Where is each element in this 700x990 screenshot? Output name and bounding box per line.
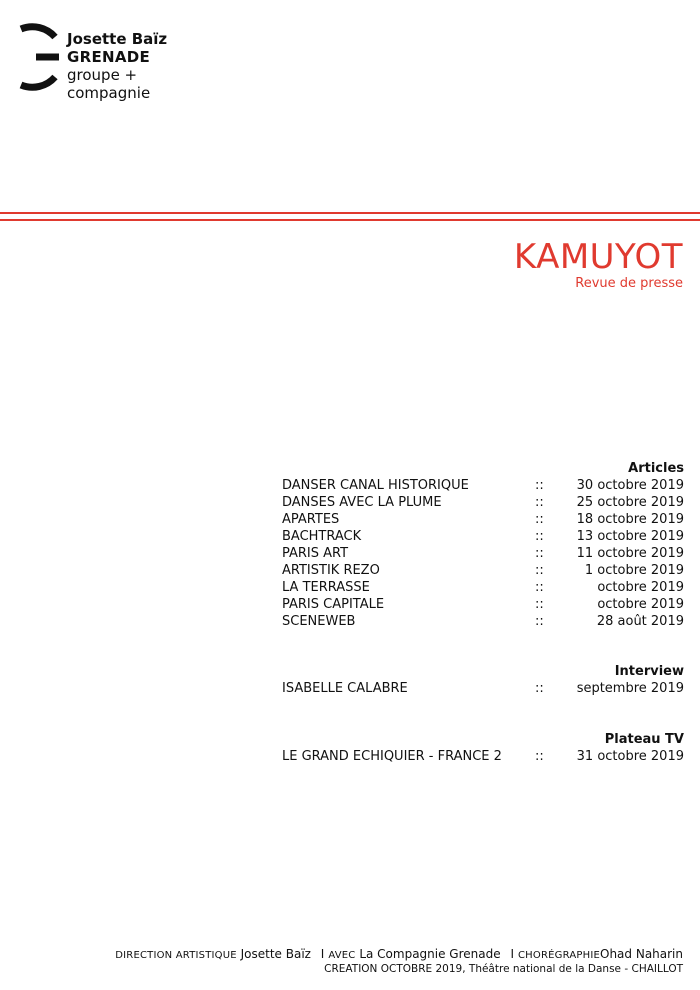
interview-section: [282, 663, 684, 697]
publication-date: 30 octobre 2019: [576, 478, 684, 493]
separator: ::: [535, 749, 544, 764]
section-heading-interview: Interview: [614, 664, 684, 679]
list-item: [282, 613, 684, 630]
articles-list: [282, 477, 684, 630]
publication-date: 1 octobre 2019: [584, 563, 684, 578]
list-item: [282, 494, 684, 511]
publication-date: 25 octobre 2019: [576, 495, 684, 510]
publication-name: PARIS ART: [282, 546, 349, 561]
section-heading-articles: Articles: [628, 461, 684, 476]
separator: ::: [535, 529, 544, 544]
publication-date: octobre 2019: [597, 597, 684, 612]
list-item: [282, 545, 684, 562]
company-logo: [15, 15, 215, 105]
articles-section: [282, 460, 684, 630]
plateau-tv-list: [282, 748, 684, 765]
publication-name: LA TERRASSE: [282, 580, 370, 595]
list-item: [282, 477, 684, 494]
publication-date: 11 octobre 2019: [576, 546, 684, 561]
section-heading-plateau-tv: Plateau TV: [604, 732, 684, 747]
publication-date: septembre 2019: [576, 681, 684, 696]
grenade-logo-mark-icon: [15, 15, 59, 99]
publication-date: 13 octobre 2019: [576, 529, 684, 544]
publication-name: PARIS CAPITALE: [282, 597, 385, 612]
publication-date: 18 octobre 2019: [576, 512, 684, 527]
publication-date: octobre 2019: [597, 580, 684, 595]
publication-name: APARTES: [282, 512, 340, 527]
logo-company: GRENADE: [67, 48, 151, 66]
document-subtitle: Revue de presse: [575, 276, 683, 291]
logo-text: [67, 30, 215, 102]
publication-name: SCENEWEB: [282, 614, 356, 629]
logo-tagline: groupe + compagnie: [67, 66, 151, 102]
publication-name: ARTISTIK REZO: [282, 563, 380, 578]
publication-date: 31 octobre 2019: [576, 749, 684, 764]
footer-direction-label: DIRECTION ARTISTIQUE: [115, 950, 237, 961]
publication-name: DANSER CANAL HISTORIQUE: [282, 478, 469, 493]
separator: ::: [535, 563, 544, 578]
plateau-tv-section: [282, 731, 684, 765]
publication-date: 28 août 2019: [596, 614, 684, 629]
footer-creation-label: CREATION OCTOBRE 2019,: [324, 963, 466, 975]
footer-separator: I: [320, 947, 325, 961]
footer-creation-venue: Théâtre national de la Danse - CHAILLOT: [468, 963, 683, 975]
header-rule-top: [0, 212, 700, 214]
separator: ::: [535, 478, 544, 493]
publication-name: DANSES AVEC LA PLUME: [282, 495, 442, 510]
separator: ::: [535, 614, 544, 629]
separator: ::: [535, 512, 544, 527]
logo-name: Josette Baïz: [67, 30, 168, 48]
list-item: [282, 562, 684, 579]
separator: ::: [535, 546, 544, 561]
interview-list: [282, 680, 684, 697]
footer-avec-name: La Compagnie Grenade: [359, 947, 501, 961]
list-item: [282, 579, 684, 596]
footer-separator: I: [510, 947, 514, 961]
list-item: [282, 748, 684, 765]
separator: ::: [535, 580, 544, 595]
list-item: [282, 596, 684, 613]
list-item: [282, 511, 684, 528]
document-title-block: [514, 238, 683, 291]
separator: ::: [535, 495, 544, 510]
list-item: [282, 528, 684, 545]
footer-creation: [324, 962, 683, 976]
list-item: [282, 680, 684, 697]
publication-name: BACHTRACK: [282, 529, 362, 544]
publication-name: LE GRAND ECHIQUIER - FRANCE 2: [282, 749, 502, 764]
footer-direction-name: Josette Baïz: [240, 947, 311, 961]
footer-choreo-name: Ohad Naharin: [600, 947, 683, 961]
footer-avec-label: AVEC: [328, 950, 356, 961]
footer-choreo-label: CHORÉGRAPHIE: [518, 950, 600, 961]
separator: ::: [535, 681, 544, 696]
header-rule-bottom: [0, 219, 700, 221]
publication-name: ISABELLE CALABRE: [282, 681, 408, 696]
separator: ::: [535, 597, 544, 612]
document-title: KAMUYOT: [513, 237, 683, 277]
